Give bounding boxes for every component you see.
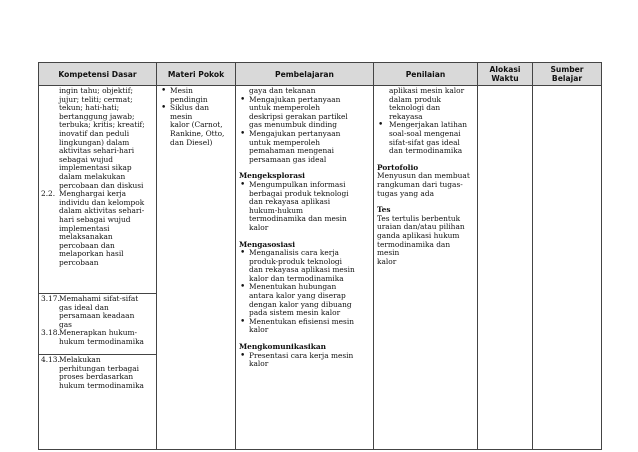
kd-3-17: 3.17. Memahami sifat-sifat gas ideal dan persamaan keadaan gas: [41, 294, 139, 329]
list-item: • Menentukan hubungan antara kalor yang diserap dengan kalor yang dibuang pada sistem mesin kalor: [239, 283, 370, 317]
tes-title: Tes: [377, 205, 391, 215]
list-item: • Menganalisis cara kerja produk-produk teknologi dan rekayasa aplikasi mesin kalor dan termodinamika: [239, 249, 370, 283]
header-sumber-belajar: Sumber Belajar: [533, 63, 602, 86]
penilaian-cell: [374, 86, 478, 450]
header-penilaian: Penilaian: [374, 63, 478, 86]
header-materi-pokok: Materi Pokok: [157, 63, 236, 86]
kd-number: 3.17.: [41, 294, 60, 303]
section-title-mengkomunikasikan: Mengkomunikasikan: [239, 342, 327, 352]
penilaian-intro-list: [377, 121, 474, 155]
kd-1-text: ingin tahu; objektif; jujur; teliti; cermat; tekun; hati-hati; bertanggung jawab; terbuka; kritis; kreatif; inovatif dan peduli lingkungan) dalam aktivitas sehari-hari sebagai wujud implementasi sikap dalam melakukan percobaan dan diskusi: [59, 86, 145, 190]
list-item: • Presentasi cara kerja mesin kalor: [239, 352, 370, 369]
kd-3-18: 3.18. Menerapkan hukum- hukum termodinamika: [41, 328, 144, 346]
tes-text: Tes tertulis berbentuk uraian dan/atau pilihan ganda aplikasi hukum termodinamika dan mesin kalor: [377, 213, 465, 266]
list-item: • Mengajukan pertanyaan untuk memperoleh pemahaman mengenai persamaan gas ideal: [239, 130, 370, 164]
kd-cell-4: [39, 355, 157, 450]
portofolio-title: Portofolio: [377, 162, 419, 172]
penilaian-intro: aplikasi mesin kalor dalam produk teknologi dan rekayasa: [389, 86, 465, 121]
kd-cell-2: [39, 86, 157, 294]
portofolio-text: Menyusun dan membuat rangkuman dari tugas- tugas yang ada: [377, 171, 470, 198]
header-alokasi-waktu: Alokasi Waktu: [478, 63, 533, 86]
list-item: • Siklus dan mesin kalor (Carnot, Rankine, Otto, dan Diesel): [160, 104, 232, 147]
header-kompetensi-dasar: Kompetensi Dasar: [39, 63, 157, 86]
pembelajaran-intro: gaya dan tekanan: [249, 86, 316, 95]
list-item: • Mesin pendingin: [160, 87, 232, 104]
list-item: • Mengajukan pertanyaan untuk memperoleh deskripsi gerakan partikel gas menumbuk dinding: [239, 96, 370, 130]
kd-number: 3.18.: [41, 328, 60, 338]
kd-number: 4.13.: [41, 355, 60, 364]
sumber-cell: [533, 86, 602, 450]
header-row: [39, 63, 602, 86]
pembelajaran-intro-list: [239, 96, 370, 165]
materi-list: [160, 87, 232, 147]
kd-2-2: 2.2. Menghargai kerja individu dan kelompok dalam aktivitas sehari- hari sebagai wujud implementasi melaksanakan percobaan dan melaporkan hasil percobaan: [41, 189, 145, 267]
syllabus-table: [38, 62, 602, 450]
mengasosiasi-list: [239, 249, 370, 335]
list-item: • Mengumpulkan informasi berbagai produk teknologi dan rekayasa aplikasi hukum-hukum termodinamika dan mesin kalor: [239, 181, 370, 233]
kd-4-13: 4.13. Melakukan perhitungan terbagai proses berdasarkan hukum termodinamika: [41, 355, 144, 390]
table-row: [39, 86, 602, 294]
list-item: • Mengerjakan latihan soal-soal mengenai sifat-sifat gas ideal dan termodinamika: [377, 121, 474, 155]
alokasi-cell: [478, 86, 533, 450]
mengeksplorasi-list: [239, 181, 370, 233]
list-item: • Menentukan efisiensi mesin kalor: [239, 318, 370, 335]
materi-cell: [157, 86, 236, 450]
kd-cell-3: [39, 294, 157, 355]
section-title-mengeksplorasi: Mengeksplorasi: [239, 171, 305, 181]
header-pembelajaran: Pembelajaran: [236, 63, 374, 86]
pembelajaran-cell: [236, 86, 374, 450]
kd-number: 2.2.: [41, 189, 56, 199]
section-title-mengasosiasi: Mengasosiasi: [239, 239, 296, 249]
mengkomunikasikan-list: [239, 352, 370, 369]
